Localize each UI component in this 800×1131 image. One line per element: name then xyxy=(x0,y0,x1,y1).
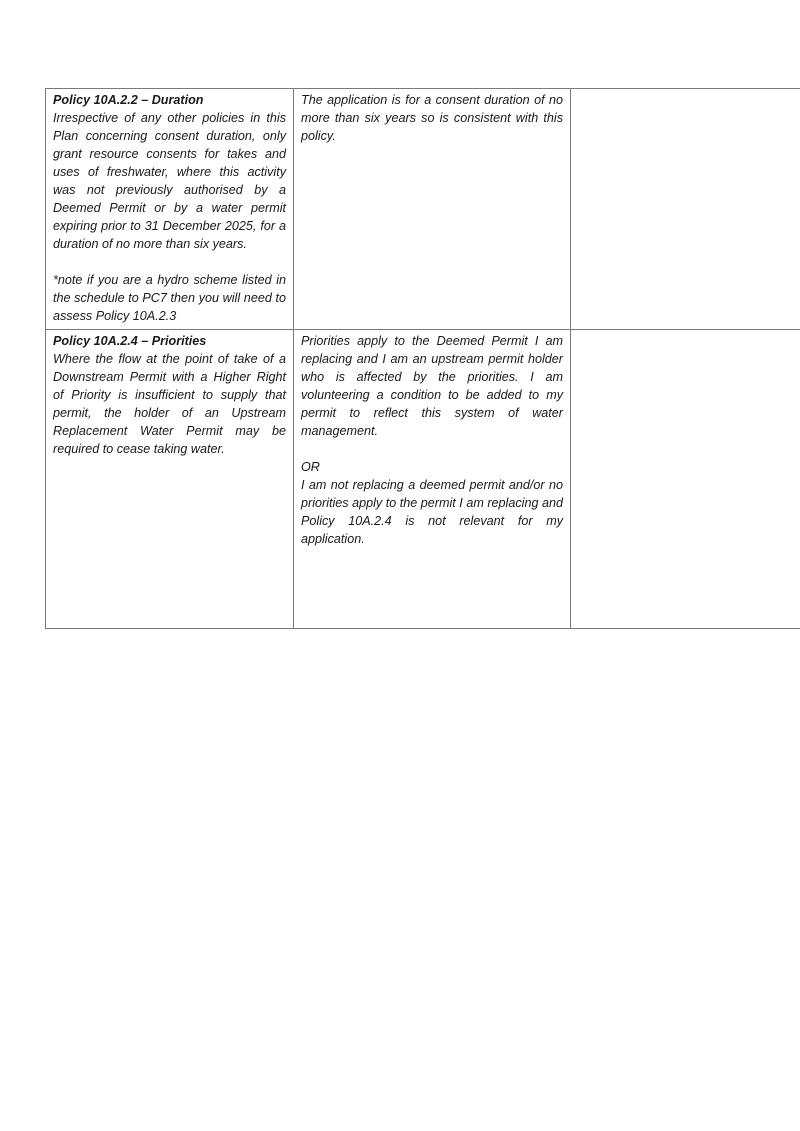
policy-heading: Policy 10A.2.2 – Duration xyxy=(53,93,204,107)
table-row xyxy=(46,89,800,330)
policy-note: *note if you are a hydro scheme listed in the schedule to PC7 then you will need to assess Policy 10A.2.3 xyxy=(53,273,286,323)
policy-cell xyxy=(46,330,294,629)
policy-text: Irrespective of any other policies in this Plan concerning consent duration, only grant resource consents for takes and uses of freshwater, where this activity was not previously authorised by a Deemed Permit or by a water permit expiring prior to 31 December 2025, for a duration of no more than six years. xyxy=(53,111,286,251)
assessment-text: The application is for a consent duration of no more than six years so is consistent with this policy. xyxy=(301,93,563,143)
assessment-text: Priorities apply to the Deemed Permit I am replacing and I am an upstream permit holder who is affected by the priorities. I am volunteering a condition to be added to my permit to reflect this system of water management. xyxy=(301,334,563,438)
table-row xyxy=(46,330,800,629)
paragraph-gap xyxy=(53,253,286,271)
comment-cell[interactable] xyxy=(571,89,800,330)
comment-cell[interactable] xyxy=(571,330,800,629)
policy-heading: Policy 10A.2.4 – Priorities xyxy=(53,334,207,348)
assessment-cell xyxy=(294,330,571,629)
policy-cell xyxy=(46,89,294,330)
assessment-text-alt: I am not replacing a deemed permit and/or no priorities apply to the permit I am replacing and Policy 10A.2.4 is not relevant for my application. xyxy=(301,478,563,546)
policy-assessment-table xyxy=(45,88,800,629)
paragraph-gap xyxy=(301,440,563,458)
assessment-or: OR xyxy=(301,460,320,474)
policy-text: Where the flow at the point of take of a Downstream Permit with a Higher Right of Priority is insufficient to supply that permit, the holder of an Upstream Replacement Water Permit may be required to cease taking water. xyxy=(53,352,286,456)
assessment-cell xyxy=(294,89,571,330)
